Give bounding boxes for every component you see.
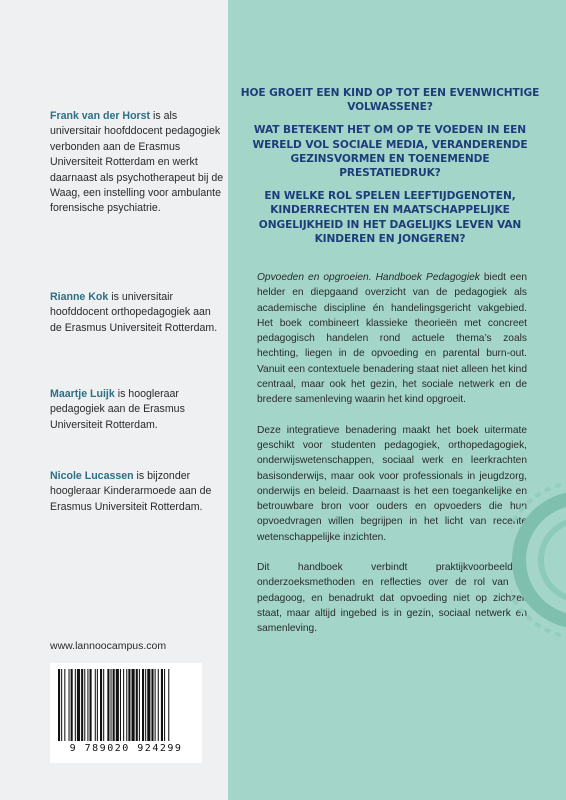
barcode-bar <box>61 669 62 741</box>
decorative-seal <box>511 0 566 800</box>
book-title: Opvoeden en opgroeien. Handboek Pedagogiek <box>257 272 480 283</box>
author-name: Rianne Kok <box>50 291 109 303</box>
author-text: is als universitair hoofddocent pedagogiek verbonden aan de Erasmus Universiteit Rotterdam en werkt daarnaast als psychotherapeut bij de Waag, een instelling voor ambulante forensische psychiatrie. <box>50 110 224 215</box>
author-text: is hoogleraar pedagogiek aan de Erasmus Universiteit Rotterdam. <box>50 388 185 431</box>
barcode-bar <box>120 669 121 741</box>
author-bio-rianne <box>50 290 225 336</box>
barcode-bar <box>136 669 138 741</box>
barcode-bar <box>147 669 150 741</box>
barcode-bar <box>158 669 159 741</box>
blurb-paragraph-2: Deze integratieve benadering maakt het boek uitermate geschikt voor studenten pedagogiek, orthopedagogiek, onderwijswetenschappen, sociaal werk en leerkrachten basisonderwijs, maar ook voor professionals in jeugdzorg, onderwijs en beleid. Daarnaast is het een toegankelijke en betrouwbare bron voor ouders en opvoeders die hun opvoedvragen willen begrijpen in het licht van recente wetenschappelijke inzichten. <box>257 424 527 543</box>
barcode-bar <box>168 669 169 741</box>
barcode-bar <box>103 669 104 741</box>
blurb-paragraph-3: Dit handboek verbindt praktijkvoorbeelden, onderzoeksmethoden en reflecties over de rol van de pedagoog, en benadrukt dat opvoeding niet op zichzelf staat, maar altijd ingebed is in gezin, sociaal netwerk en samenleving. <box>257 562 527 635</box>
key-questions <box>240 86 540 255</box>
barcode-bar <box>145 669 146 741</box>
barcode-bar <box>77 669 80 741</box>
isbn-number: 9 789020 924299 <box>69 743 183 754</box>
author-name: Frank van der Horst <box>50 110 151 122</box>
barcode-bar <box>90 669 92 741</box>
barcode-bar <box>132 669 135 741</box>
barcode-bar <box>69 669 70 741</box>
question-1: HOE GROEIT EEN KIND OP TOT EEN EVENWICHTIGE VOLWASSENE? <box>240 87 540 114</box>
barcode-bar <box>164 669 165 741</box>
barcode-bar <box>97 669 98 741</box>
barcode-bar <box>151 669 153 741</box>
barcode-bar <box>116 669 119 741</box>
barcode-bar <box>155 669 156 741</box>
author-text: is bijzonder hoogleraar Kinderarmoede aan de Erasmus Universiteit Rotterdam. <box>50 470 212 513</box>
author-bio-frank <box>50 109 225 217</box>
barcode-bar <box>71 669 73 741</box>
barcode-bar <box>161 669 163 741</box>
seal-graphic <box>511 0 566 800</box>
barcode-bar <box>75 669 76 741</box>
barcode-bar <box>87 669 88 741</box>
author-bio-maartje <box>50 387 225 433</box>
barcode-bar <box>95 669 96 741</box>
blurb-paragraph-1 <box>257 270 527 408</box>
barcode-bar <box>107 669 109 741</box>
publisher-url[interactable]: www.lannoocampus.com <box>50 640 167 652</box>
author-text: is universitair hoofddocent orthopedagogiek aan de Erasmus Universiteit Rotterdam. <box>50 291 218 334</box>
barcode-bar <box>142 669 144 741</box>
barcode-bar <box>113 669 115 741</box>
barcode-bar <box>123 669 124 741</box>
barcode-bar <box>84 669 85 741</box>
barcode-bar <box>139 669 140 741</box>
blurb-p1-text: biedt een helder en diepgaand overzicht van de pedagogiek als academische discipline én handelingsgericht vakgebied. Het boek combineert klassieke theorieën met concreet pedagogisch handelen rond actuele thema’s zoals hechting, liegen in de opvoeding en parental burn-out. Vanuit een contextuele benadering staat niet alleen het kind centraal, maar ook het gezin, het sociale netwerk en de bredere samenleving waarin het kind opgroeit. <box>257 272 527 406</box>
barcode-bar <box>58 669 60 741</box>
barcode-bar <box>100 669 102 741</box>
author-bio-nicole <box>50 469 225 515</box>
question-3: EN WELKE ROL SPELEN LEEFTIJDGENOTEN, KINDERRECHTEN EN MAATSCHAPPELIJKE ONGELIJKHEID IN HET DAGELIJKS LEVEN VAN KINDEREN EN JONGEREN? <box>258 190 522 245</box>
author-name: Maartje Luijk <box>50 388 115 400</box>
barcode-bar <box>111 669 112 741</box>
barcode-bars <box>58 669 194 741</box>
blurb <box>257 270 527 652</box>
barcode-bar <box>126 669 127 741</box>
barcode-bar <box>64 669 65 741</box>
barcode-bar <box>81 669 83 741</box>
author-name: Nicole Lucassen <box>50 470 134 482</box>
barcode <box>50 663 202 763</box>
barcode-bar <box>128 669 130 741</box>
question-2: WAT BETEKENT HET OM OP TE VOEDEN IN EEN WERELD VOL SOCIALE MEDIA, VERANDERENDE GEZINSVORMEN EN TOENEMENDE PRESTATIEDRUK? <box>252 124 528 180</box>
